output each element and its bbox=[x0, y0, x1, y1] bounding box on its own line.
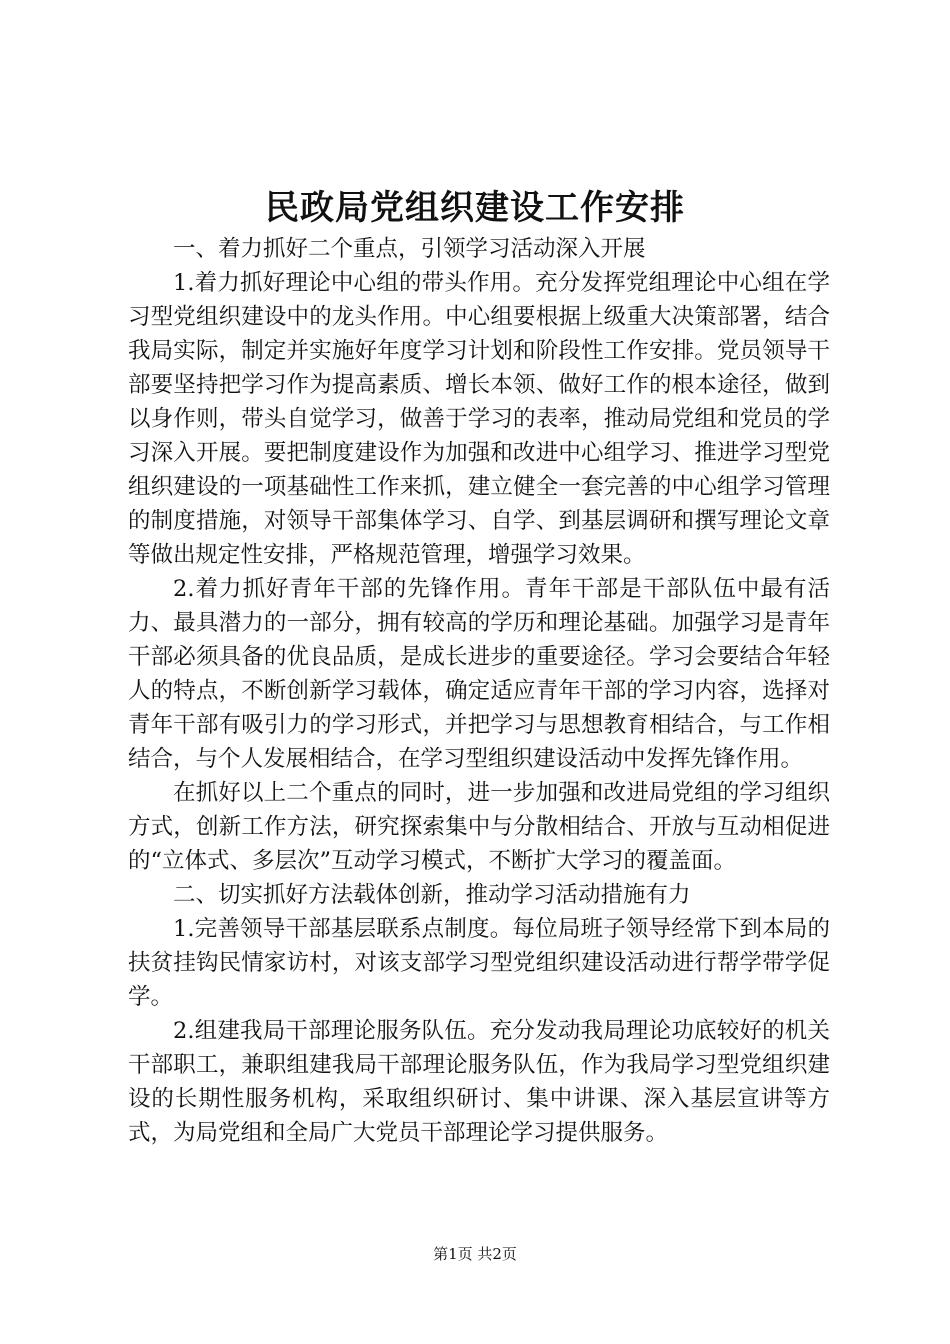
document-body bbox=[128, 232, 830, 1150]
paragraph-1-summary: 在抓好以上二个重点的同时，进一步加强和改进局党组的学习组织方式，创新工作方法，研究探索集中与分散相结合、开放与互动相促进的“立体式、多层次”互动学习模式，不断扩大学习的覆盖面。 bbox=[128, 780, 830, 874]
paragraph-1-2: 2.着力抓好青年干部的先锋作用。青年干部是干部队伍中最有活力、最具潜力的一部分，拥有较高的学历和理论基础。加强学习是青年干部必须具备的优良品质，是成长进步的重要途径。学习会要结合年轻人的特点，不断创新学习载体，确定适应青年干部的学习内容，选择对青年干部有吸引力的学习形式，并把学习与思想教育相结合，与工作相结合，与个人发展相结合，在学习型组织建设活动中发挥先锋作用。 bbox=[128, 576, 830, 772]
paragraph-1-1: 1.着力抓好理论中心组的带头作用。充分发挥党组理论中心组在学习型党组织建设中的龙头作用。中心组要根据上级重大决策部署，结合我局实际，制定并实施好年度学习计划和阶段性工作安排。党员领导干部要坚持把学习作为提高素质、增长本领、做好工作的根本途径，做到以身作则，带头自觉学习，做善于学习的表率，推动局党组和党员的学习深入开展。要把制度建设作为加强和改进中心组学习、推进学习型党组织建设的一项基础性工作来抓，建立健全一套完善的中心组学习管理的制度措施，对领导干部集体学习、自学、到基层调研和撰写理论文章等做出规定性安排，严格规范管理，增强学习效果。 bbox=[128, 270, 830, 568]
page-number-footer: 第1页 共2页 bbox=[433, 1245, 517, 1263]
page-title: 民政局党组织建设工作安排 bbox=[265, 188, 685, 228]
paragraph-2-1: 1.完善领导干部基层联系点制度。每位局班子领导经常下到本局的扶贫挂钩民情家访村，对该支部学习型党组织建设活动进行帮学带学促学。 bbox=[128, 916, 830, 1010]
paragraph-2-2: 2.组建我局干部理论服务队伍。充分发动我局理论功底较好的机关干部职工，兼职组建我局干部理论服务队伍，作为我局学习型党组织建设的长期性服务机构，采取组织研讨、集中讲课、深入基层宣讲等方式，为局党组和全局广大党员干部理论学习提供服务。 bbox=[128, 1018, 830, 1146]
section-heading-2: 二、切实抓好方法载体创新，推动学习活动措施有力 bbox=[173, 882, 691, 908]
section-heading-1: 一、着力抓好二个重点，引领学习活动深入开展 bbox=[173, 236, 646, 262]
